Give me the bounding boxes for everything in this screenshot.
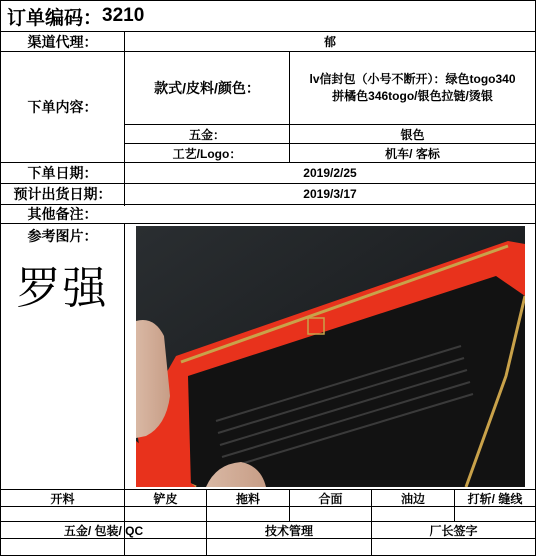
channel-label: 渠道代理： <box>27 33 98 50</box>
process-factory-manager-signature: 厂长签字 <box>429 523 478 538</box>
order-code-value: 3210 <box>102 5 145 26</box>
signature: 罗强 <box>16 263 109 314</box>
process-edge-painting: 油边 <box>400 491 425 506</box>
process-punching-stitching: 打斩/ 缝线 <box>467 491 523 506</box>
notes-value <box>125 205 535 223</box>
process-backing: 拖料 <box>235 491 260 506</box>
process-technical-management: 技术管理 <box>264 523 313 538</box>
ship-date-label: 预计出货日期： <box>13 186 112 202</box>
order-code-title <box>1 1 267 31</box>
notes-label: 其他备注： <box>27 206 98 222</box>
order-code-label: 订单编码： <box>7 7 103 29</box>
style-leather-color-label: 款式/皮料/颜色： <box>154 80 260 96</box>
order-date-label: 下单日期： <box>27 165 98 181</box>
reference-image-label: 参考图片： <box>27 228 98 244</box>
craft-logo-value: 机车/ 客标 <box>385 146 440 161</box>
hardware-value: 银色 <box>400 127 425 142</box>
process-skiving: 铲皮 <box>153 491 178 506</box>
style-leather-color-value <box>290 52 535 124</box>
hardware-label: 五金： <box>188 127 225 142</box>
process-hardware-packaging-qc: 五金/ 包装/ QC <box>63 523 144 538</box>
ship-date-value: 2019/3/17 <box>303 187 357 201</box>
order-content-label: 下单内容： <box>27 99 98 115</box>
reference-photo <box>136 226 525 487</box>
process-cutting: 开料 <box>50 491 75 506</box>
craft-logo-label: 工艺/Logo： <box>172 146 242 161</box>
process-laminating: 合面 <box>318 491 343 506</box>
style-value-line2: 拼橘色346togo/银色拉链/烫银 <box>332 89 493 103</box>
order-date-value: 2019/2/25 <box>303 166 357 180</box>
style-value-line1: lv信封包（小号不断开）：绿色togo340 <box>309 72 516 86</box>
channel-value: 郁 <box>323 35 336 49</box>
